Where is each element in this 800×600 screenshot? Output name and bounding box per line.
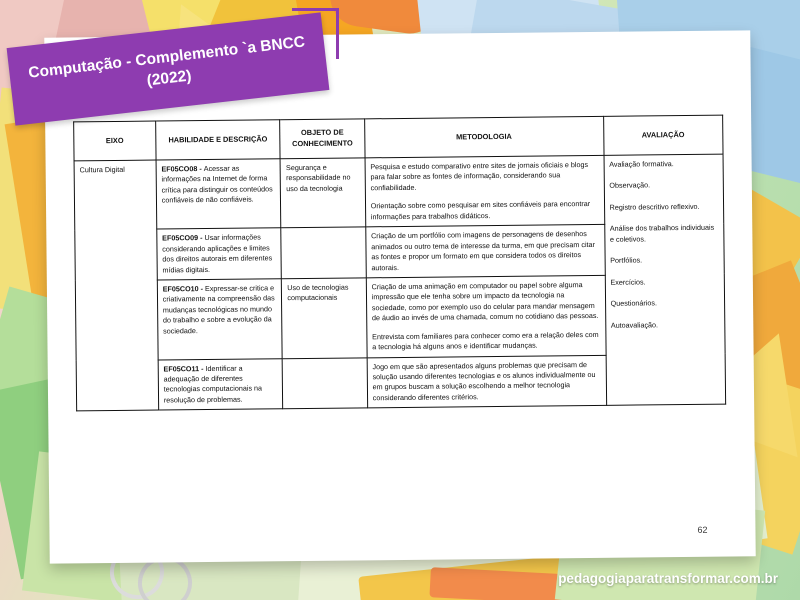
- cell-objeto: [282, 357, 367, 409]
- cell-metodologia: [365, 155, 605, 227]
- site-watermark: pedagogiaparatransformar.com.br: [558, 571, 778, 586]
- column-header-objeto: OBJETO DE CONHECIMENTO: [280, 119, 365, 159]
- habilidade-text: Acessar as informações na Internet de forma crítica para distinguir os conteúdos confiáveis de não confiáveis.: [161, 163, 273, 205]
- cell-objeto: Uso de tecnologias computacionais: [282, 278, 367, 359]
- cell-habilidade: [156, 159, 281, 229]
- page-title: Computação - Complemento `a BNCC (2022): [27, 33, 306, 90]
- cell-habilidade: [158, 358, 283, 410]
- avaliacao-item: Exercícios.: [610, 277, 646, 287]
- cell-objeto: [281, 227, 366, 279]
- cell-objeto: Segurança e responsabilidade no uso da tecnologia: [280, 158, 365, 228]
- cell-habilidade: [157, 228, 282, 280]
- metodologia-paragraph: Criação de uma animação em computador ou papel sobre alguma impressão que ele tenha sobre um impacto da tecnologia na sociedade, como por exemplo uso do celular para mandar mensagem de áudio ao invés de uma chamada, comum no cotidiano das pessoas.: [371, 280, 599, 323]
- metodologia-paragraph: Entrevista com familiares para conhecer como era a relação deles com a tecnologia há alguns anos e identificar mudanças.: [372, 329, 599, 352]
- column-header-eixo: EIXO: [74, 121, 156, 161]
- cell-metodologia: [365, 225, 604, 278]
- avaliacao-item: Observação.: [609, 180, 651, 191]
- cell-avaliacao: [604, 154, 726, 406]
- avaliacao-item: Autoavaliação.: [610, 319, 659, 330]
- habilidade-text: Usar informações considerando aplicações e limites dos direitos autorais em diferentes mídias digitais.: [162, 232, 273, 274]
- cell-eixo: Cultura Digital: [74, 160, 158, 411]
- bncc-table-container: [73, 115, 726, 412]
- metodologia-paragraph: Pesquisa e estudo comparativo entre sites de jornais oficiais e blogs para falar sobre as fontes de informação, considerando sua confiabilidade.: [370, 160, 589, 193]
- habilidade-code: EF05CO10 -: [162, 283, 206, 294]
- habilidade-code: EF05CO09 -: [162, 233, 205, 243]
- avaliacao-item: Análise dos trabalhos individuais e coletivos.: [609, 223, 715, 244]
- habilidade-code: EF05CO08 -: [161, 164, 204, 174]
- habilidade-text: Identificar a adequação de diferentes tecnologias computacionais na resolução de problemas.: [163, 363, 263, 405]
- cell-habilidade: [157, 279, 282, 360]
- cell-metodologia: [367, 355, 606, 408]
- page-number: 62: [697, 524, 708, 535]
- avaliacao-item: Portfólios.: [610, 255, 643, 265]
- column-header-metodologia: METODOLOGIA: [364, 116, 603, 157]
- habilidade-text: Expressar-se critica e criativamente na compreensão das mudanças tecnológicas no mundo do trabalho e sobre a evolução da sociedade.: [162, 283, 275, 336]
- metodologia-paragraph: Orientação sobre como pesquisar em sites confiáveis para encontrar informações para trabalhos didáticos.: [370, 199, 591, 222]
- column-header-avaliacao: AVALIAÇÃO: [603, 115, 723, 155]
- table-header-row: [74, 115, 723, 161]
- column-header-habilidade: HABILIDADE E DESCRIÇÃO: [155, 120, 280, 160]
- bncc-table: [73, 115, 726, 412]
- table-row: [74, 154, 724, 230]
- habilidade-code: EF05CO11 -: [163, 363, 206, 374]
- metodologia-paragraph: Criação de um portfólio com imagens de personagens de desenhos animados ou outro tema de interesse da turma, em que precisam citar as fontes e propor um formato em que considera todos os direitos autorais.: [371, 229, 595, 272]
- cell-metodologia: [366, 275, 606, 357]
- avaliacao-item: Registro descritivo reflexivo.: [609, 201, 700, 212]
- metodologia-paragraph: Jogo em que são apresentados alguns problemas que precisam de solução usando diferentes tecnologias e os alunos individualmente ou em grupos buscam a solução escolhendo a melhor tecnologia considerando diferentes critérios.: [372, 359, 596, 403]
- avaliacao-item: Questionários.: [610, 298, 658, 308]
- document-page: [44, 30, 755, 563]
- avaliacao-item: Avaliação formativa.: [609, 159, 674, 169]
